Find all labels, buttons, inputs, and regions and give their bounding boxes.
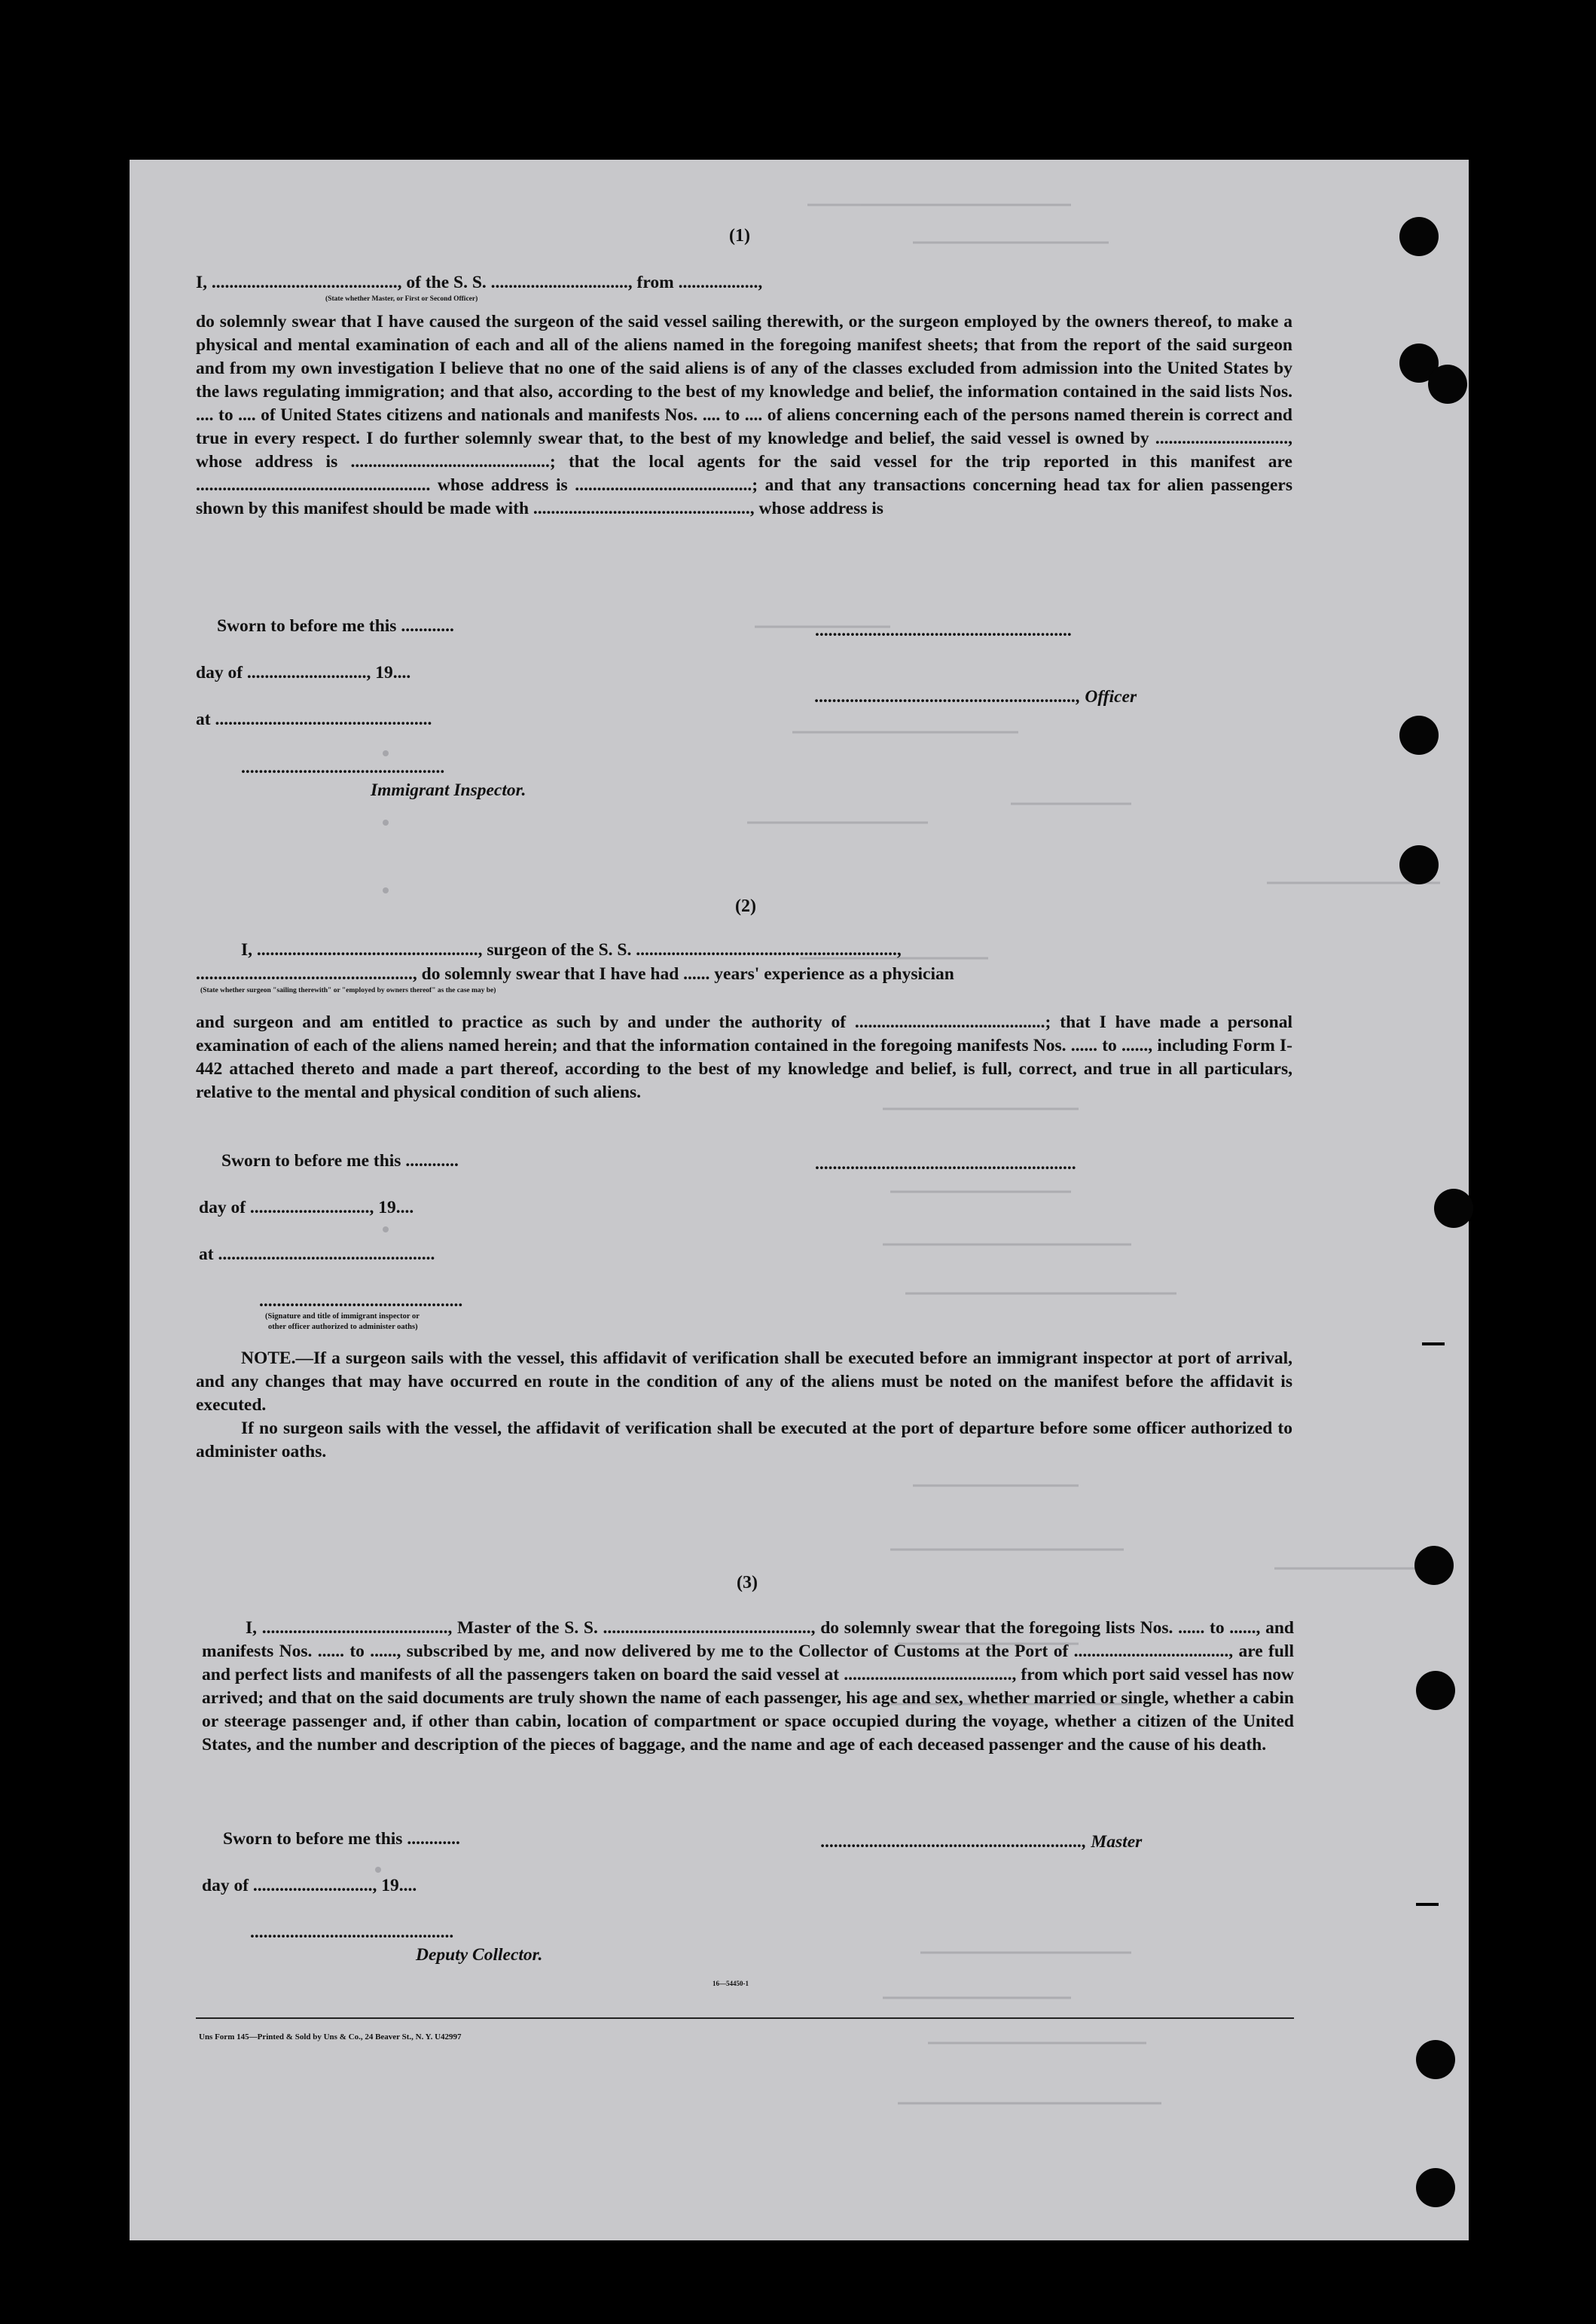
footer-imprint: Uns Form 145—Printed & Sold by Uns & Co., 24 Beaver St., N. Y. U42997 xyxy=(199,2032,462,2042)
punch-hole-5 xyxy=(1399,845,1439,884)
section-2-signature-note-1: (Signature and title of immigrant inspector or xyxy=(265,1312,420,1321)
punch-hole-4 xyxy=(1399,716,1439,755)
section-2-day-line: day of ..........................., 19.... xyxy=(199,1198,414,1217)
section-3-affidavit xyxy=(202,1617,1294,1757)
section-1-note: (State whether Master, or First or Second Officer) xyxy=(325,295,478,303)
edge-mark-1 xyxy=(1422,1342,1445,1345)
punch-hole-10 xyxy=(1416,2168,1455,2207)
section-2-paragraph: and surgeon and am entitled to practice as such by and under the authority of ...........................................; that I have made a personal examination of each of the aliens named herein; and that the information contained in the foregoing manifests Nos. ...... to ......, including Form I-442 attached thereto and made a part thereof, according to the best of my knowledge and belief, is full, correct, and true in all particulars, relative to the mental and physical condition of such aliens. xyxy=(196,1012,1292,1102)
section-1-immigrant-inspector: Immigrant Inspector. xyxy=(371,780,526,800)
edge-mark-2 xyxy=(1416,1903,1439,1906)
punch-hole-7 xyxy=(1414,1546,1454,1585)
section-2-right-blank: ........................................................... xyxy=(815,1154,1076,1174)
section-3-master-line: ..........................................................., Master xyxy=(821,1832,1143,1852)
punch-hole-1 xyxy=(1399,217,1439,256)
manifest-page xyxy=(130,160,1469,2240)
section-2-note-paragraph-2: If no surgeon sails with the vessel, the affidavit of verification shall be executed at the port of departure before some officer authorized to administer oaths. xyxy=(196,1419,1292,1461)
section-3-paragraph: I, .........................................., Master of the S. S. ..............................................., do solemnly swear that the foregoing lists Nos. ...... to ......, and manifests Nos. ...... to ......, subscribed by me, and now delivered by me to the Collector of Customs at the Port of ..................................., are full and perfect lists and manifests of all the passengers taken on board the said vessel at ......................................, from which port said vessel has now arrived; and that on the said documents are truly shown the name of each passenger, his age and sex, whether married or single, whether a cabin or steerage passenger and, if other than cabin, location of compartment or space occupied during the voyage, whether a citizen of the United States, and the number and description of the pieces of baggage, and the name and age of each deceased passenger and the cause of his death. xyxy=(202,1618,1294,1754)
section-1-day-line: day of ..........................., 19.... xyxy=(196,663,411,683)
section-3-sworn-line: Sworn to before me this ............ xyxy=(223,1829,460,1849)
section-2-at-line: at ................................................. xyxy=(199,1244,435,1264)
section-3-day-line: day of ..........................., 19.... xyxy=(202,1876,417,1895)
punch-hole-8 xyxy=(1416,1671,1455,1710)
section-2-note-block xyxy=(196,1347,1292,1464)
section-2-signature-line: .............................................. xyxy=(259,1291,463,1311)
section-1-affidavit xyxy=(196,310,1292,521)
punch-hole-6 xyxy=(1434,1189,1473,1228)
section-1-signature-line: .............................................. xyxy=(241,758,445,777)
section-2-note-paragraph: NOTE.—If a surgeon sails with the vessel, this affidavit of verification shall be executed before an immigrant inspector at port of arrival, and any changes that may have occurred en route in the condition of any of the aliens must be noted on the manifest before the affidavit is executed. xyxy=(196,1348,1292,1415)
section-2-affidavit xyxy=(196,1011,1292,1104)
footer-rule xyxy=(196,2017,1294,2019)
section-1-sworn-line: Sworn to before me this ............ xyxy=(217,616,454,636)
section-3-deputy-collector: Deputy Collector. xyxy=(416,1945,543,1965)
section-3-signature-line: .............................................. xyxy=(250,1922,454,1942)
section-2-line-1: I, .................................................., surgeon of the S. S. ..........................................................., xyxy=(241,940,902,960)
section-1-officer-blank: .......................................................... xyxy=(815,621,1072,640)
section-1-officer-line: ..........................................................., Officer xyxy=(815,687,1137,707)
section-2-line-2: ................................................., do solemnly swear that I have had ...... years' experience as a physician xyxy=(196,964,954,984)
section-2-number: (2) xyxy=(735,896,756,916)
punch-hole-9 xyxy=(1416,2040,1455,2079)
section-1-number: (1) xyxy=(729,226,750,246)
section-1-at-line: at ................................................. xyxy=(196,710,432,729)
section-2-note: (State whether surgeon "sailing therewith" or "employed by owners thereof" as the case may be) xyxy=(200,987,496,994)
punch-hole-3 xyxy=(1428,365,1467,404)
section-1-paragraph: do solemnly swear that I have caused the surgeon of the said vessel sailing therewith, or the surgeon employed by the owners thereof, to make a physical and mental examination of each and all of the aliens named in the foregoing manifest sheets; that from the report of the said surgeon and from my own investigation I believe that no one of the said aliens is of any of the classes excluded from admission into the United States by the laws regulating immigration; and that also, according to the best of my knowledge and belief, the information contained in the said lists Nos. .... to .... of United States citizens and nationals and manifests Nos. .... to .... of aliens concerning each of the persons named therein is correct and true in every respect. I do further solemnly swear that, to the best of my knowledge and belief, the said vessel is owned by .............................., whose address is .............................................; that the local agents for the said vessel for the trip reported in this manifest are ..................................................... whose address is ........................................; and that any transactions concerning head tax for alien passengers shown by this manifest should be made with ................................................., whose address is xyxy=(196,312,1292,518)
section-1-line-1: I, .........................................., of the S. S. ..............................., from .................., xyxy=(196,273,763,292)
form-code: 16—54450-1 xyxy=(713,1980,749,1987)
section-2-signature-note-2: other officer authorized to administer oaths) xyxy=(268,1323,418,1331)
section-3-number: (3) xyxy=(737,1573,758,1593)
section-2-sworn-line: Sworn to before me this ............ xyxy=(221,1151,459,1171)
